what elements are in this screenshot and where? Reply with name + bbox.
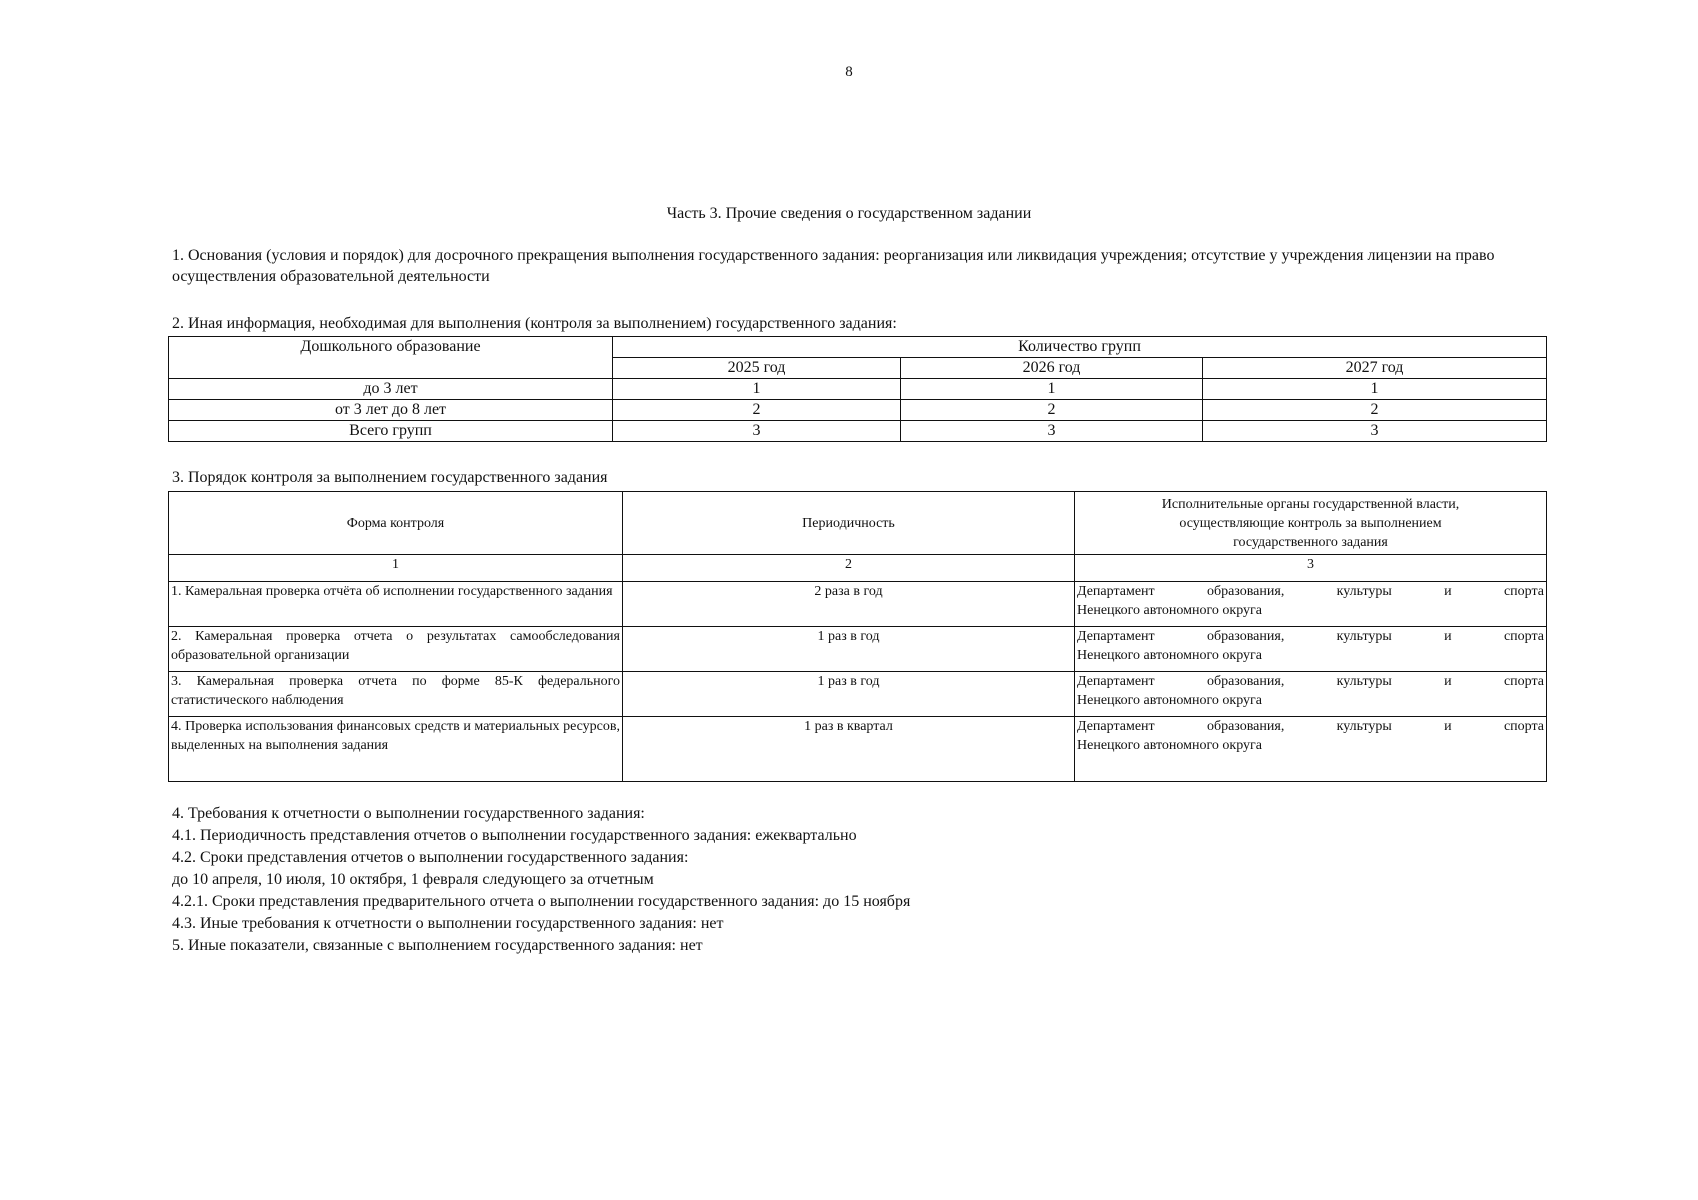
table-row <box>169 379 1547 400</box>
control-form: 2. Камеральная проверка отчета о результатах самообследования образовательной организации <box>169 627 623 672</box>
groups-year-2026: 2026 год <box>901 358 1203 379</box>
other-reporting-requirements: 4.3. Иные требования к отчетности о выполнении государственного задания: нет <box>172 915 724 932</box>
control-numbers-row <box>169 555 1547 582</box>
table-row <box>169 717 1547 782</box>
control-col-period: Периодичность <box>623 492 1075 555</box>
cell-value: 2 <box>613 400 901 421</box>
col-number: 3 <box>1075 555 1547 582</box>
groups-header-row <box>169 337 1547 358</box>
groups-year-2025: 2025 год <box>613 358 901 379</box>
control-period: 2 раза в год <box>623 582 1075 627</box>
reporting-deadlines: до 10 апреля, 10 июля, 10 октября, 1 февраля следующего за отчетным <box>172 871 654 888</box>
cell-value: 3 <box>901 421 1203 442</box>
control-form: 3. Камеральная проверка отчета по форме 85-К федерального статистического наблюдения <box>169 672 623 717</box>
reporting-requirements-title: 4. Требования к отчетности о выполнении государственного задания: <box>172 805 645 822</box>
control-table <box>168 491 1547 782</box>
control-col-authority: Исполнительные органы государственной власти, осуществляющие контроль за выполнением государственного задания <box>1075 492 1547 555</box>
preliminary-report-deadline: 4.2.1. Сроки представления предварительного отчета о выполнении государственного задания: до 15 ноября <box>172 893 911 910</box>
control-authority: Департамент образования, культуры и спорта Ненецкого автономного округа <box>1075 717 1547 782</box>
control-header-row <box>169 492 1547 555</box>
table-row <box>169 421 1547 442</box>
row-label: от 3 лет до 8 лет <box>169 400 613 421</box>
control-period: 1 раз в год <box>623 672 1075 717</box>
table-row <box>169 400 1547 421</box>
row-label: Всего групп <box>169 421 613 442</box>
other-indicators: 5. Иные показатели, связанные с выполнением государственного задания: нет <box>172 937 703 954</box>
cell-value: 3 <box>613 421 901 442</box>
col-number: 2 <box>623 555 1075 582</box>
reporting-deadlines-title: 4.2. Сроки представления отчетов о выполнении государственного задания: <box>172 849 689 866</box>
control-period: 1 раз в год <box>623 627 1075 672</box>
table-row <box>169 672 1547 717</box>
cell-value: 1 <box>1203 379 1547 400</box>
control-authority: Департамент образования, культуры и спорта Ненецкого автономного округа <box>1075 627 1547 672</box>
groups-table <box>168 336 1547 442</box>
part-title: Часть 3. Прочие сведения о государственном задании <box>666 205 1032 222</box>
cell-value: 2 <box>1203 400 1547 421</box>
table-row <box>169 582 1547 627</box>
groups-col-education: Дошкольного образование <box>169 337 613 379</box>
early-termination-grounds: 1. Основания (условия и порядок) для досрочного прекращения выполнения государственного задания: реорганизация или ликвидация учреждения; отсутствие у учреждения лицензии на право осуществления образовательной деятельности <box>172 247 1495 285</box>
cell-value: 1 <box>901 379 1203 400</box>
control-col-form: Форма контроля <box>169 492 623 555</box>
control-authority: Департамент образования, культуры и спорта Ненецкого автономного округа <box>1075 582 1547 627</box>
page-number: 8 <box>845 64 853 80</box>
cell-value: 2 <box>901 400 1203 421</box>
groups-col-count: Количество групп <box>613 337 1547 358</box>
groups-year-2027: 2027 год <box>1203 358 1547 379</box>
reporting-periodicity: 4.1. Периодичность представления отчетов о выполнении государственного задания: ежеквартально <box>172 827 857 844</box>
table-row <box>169 627 1547 672</box>
section3-title: 3. Порядок контроля за выполнением государственного задания <box>172 469 608 486</box>
control-period: 1 раз в квартал <box>623 717 1075 782</box>
cell-value: 1 <box>613 379 901 400</box>
cell-value: 3 <box>1203 421 1547 442</box>
row-label: до 3 лет <box>169 379 613 400</box>
col-number: 1 <box>169 555 623 582</box>
control-authority: Департамент образования, культуры и спорта Ненецкого автономного округа <box>1075 672 1547 717</box>
section2-title: 2. Иная информация, необходимая для выполнения (контроля за выполнением) государственного задания: <box>172 315 897 332</box>
control-form: 1. Камеральная проверка отчёта об исполнении государственного задания <box>169 582 623 627</box>
control-form: 4. Проверка использования финансовых средств и материальных ресурсов, выделенных на выполнения задания <box>169 717 623 782</box>
